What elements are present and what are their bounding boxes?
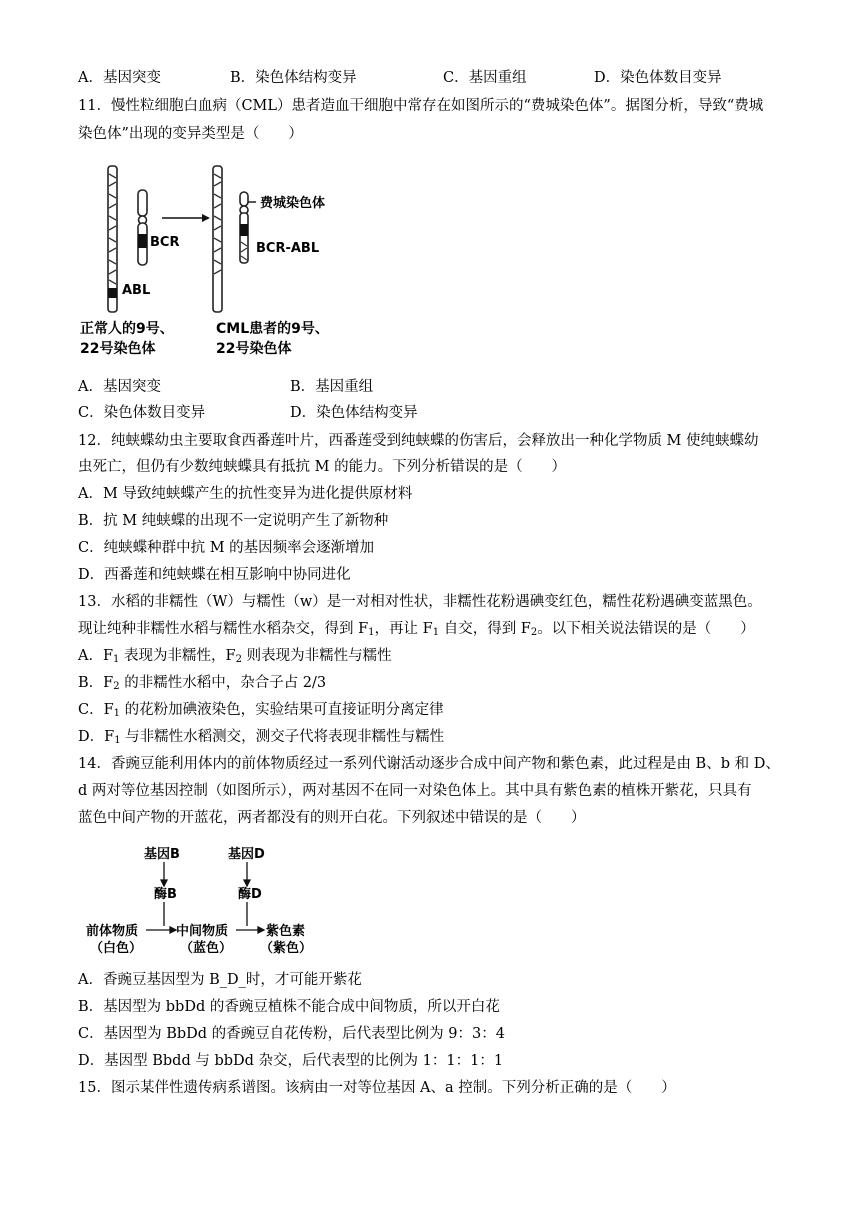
enzyme-b-label: 酶B bbox=[154, 887, 177, 902]
intermediate-color-label: （蓝色） bbox=[180, 941, 233, 956]
q11-option-c: C．染色体数目变异 bbox=[78, 405, 206, 421]
q12-option-b: B．抗 M 纯蛱蝶的出现不一定说明产生了新物种 bbox=[78, 513, 389, 529]
q13-option-a: A．$F_1$ 表现为非糯性，$F_2$ 则表现为非糯性与糯性 bbox=[78, 648, 392, 665]
cml-chromosome-9 bbox=[213, 166, 222, 312]
abl-label: ABL bbox=[122, 283, 151, 298]
caption-cml-line1: CML患者的9号、 bbox=[216, 321, 329, 337]
q10-option-b: B．染色体结构变异 bbox=[230, 70, 357, 86]
q14-option-a: A．香豌豆基因型为 B_D_时，才可能开紫花 bbox=[78, 972, 362, 988]
gene-d-label: 基因D bbox=[228, 847, 265, 862]
caption-normal-line1: 正常人的9号、 bbox=[80, 321, 174, 337]
normal-chromosome-22 bbox=[138, 190, 147, 265]
philadelphia-chromosome-figure bbox=[78, 160, 368, 365]
q12-option-c: C．纯蛱蝶种群中抗 M 的基因频率会逐渐增加 bbox=[78, 540, 375, 556]
pigment-color-label: （紫色） bbox=[260, 941, 313, 956]
philadelphia-chromosome bbox=[240, 192, 248, 263]
gene-b-label: 基因B bbox=[144, 847, 180, 862]
precursor-label: 前体物质 bbox=[86, 924, 139, 939]
q10-option-d: D．染色体数目变异 bbox=[594, 70, 722, 86]
q13-option-b: B．$F_2$ 的非糯性水稻中，杂合子占 2/3 bbox=[78, 675, 327, 692]
q14-stem-line2: d 两对等位基因控制（如图所示），两对基因不在同一对染色体上。其中具有紫色素的植株开紫花，只具有 bbox=[78, 783, 752, 799]
q12-stem-line1: 12．纯蛱蝶幼虫主要取食西番莲叶片，西番莲受到纯蛱蝶的伤害后，会释放出一种化学物质 M 使纯蛱蝶幼 bbox=[78, 433, 759, 449]
intermediate-label: 中间物质 bbox=[176, 924, 229, 939]
normal-chromosome-9 bbox=[108, 166, 117, 312]
q13-option-c: C．$F_1$ 的花粉加碘液染色，实验结果可直接证明分离定律 bbox=[78, 702, 444, 719]
caption-normal-line2: 22号染色体 bbox=[80, 341, 156, 357]
q14-option-c: C．基因型为 BbDd 的香豌豆自花传粉，后代表型比例为 9：3：4 bbox=[78, 1026, 505, 1042]
q11-option-b: B．基因重组 bbox=[290, 379, 374, 395]
q11-option-d: D．染色体结构变异 bbox=[290, 405, 418, 421]
q10-option-c: C．基因重组 bbox=[443, 70, 527, 86]
q12-option-a: A．M 导致纯蛱蝶产生的抗性变异为进化提供原材料 bbox=[78, 486, 413, 502]
q14-stem-line1: 14．香豌豆能利用体内的前体物质经过一系列代谢活动逐步合成中间产物和紫色素，此过程是由 B、b 和 D、 bbox=[78, 756, 780, 772]
pigment-label: 紫色素 bbox=[266, 924, 306, 939]
q13-option-d: D．$F_1$ 与非糯性水稻测交，测交子代将表现非糯性与糯性 bbox=[78, 729, 445, 746]
q11-stem-line1: 11．慢性粒细胞白血病（CML）患者造血干细胞中常存在如图所示的“费城染色体”。据图分析，导致“费城 bbox=[78, 98, 764, 114]
q10-option-a: A．基因突变 bbox=[78, 70, 161, 86]
q13-stem-line1: 13．水稻的非糯性（W）与糯性（w）是一对相对性状，非糯性花粉遇碘变红色，糯性花粉遇碘变蓝黑色。 bbox=[78, 594, 762, 610]
metabolic-pathway-figure bbox=[84, 840, 324, 962]
enzyme-d-label: 酶D bbox=[238, 887, 262, 902]
q12-option-d: D．西番莲和纯蛱蝶在相互影响中协同进化 bbox=[78, 567, 351, 583]
q14-option-b: B．基因型为 bbDd 的香豌豆植株不能合成中间物质，所以开白花 bbox=[78, 999, 500, 1015]
philadelphia-label: 费城染色体 bbox=[260, 196, 326, 211]
q12-stem-line2: 虫死亡，但仍有少数纯蛱蝶具有抵抗 M 的能力。下列分析错误的是（ ） bbox=[78, 459, 567, 475]
q15-stem-line1: 15．图示某伴性遗传病系谱图。该病由一对等位基因 A、a 控制。下列分析正确的是（ ） bbox=[78, 1080, 676, 1096]
q11-option-a: A．基因突变 bbox=[78, 379, 161, 395]
arrow-icon bbox=[162, 214, 210, 222]
bcr-label: BCR bbox=[150, 235, 180, 250]
caption-cml-line2: 22号染色体 bbox=[216, 341, 292, 357]
q13-stem-line2: 现让纯种非糯性水稻与糯性水稻杂交，得到 $F_1$，再让 $F_1$ 自交，得到 $F_2$。以下相关说法错误的是（ ） bbox=[78, 621, 755, 638]
q14-option-d: D．基因型 Bbdd 与 bbDd 杂交，后代表型的比例为 1：1：1：1 bbox=[78, 1053, 504, 1069]
q14-stem-line3: 蓝色中间产物的开蓝花，两者都没有的则开白花。下列叙述中错误的是（ ） bbox=[78, 810, 586, 826]
q11-stem-line2: 染色体”出现的变异类型是（ ） bbox=[78, 126, 303, 142]
precursor-color-label: （白色） bbox=[90, 941, 143, 956]
bcr-abl-label: BCR-ABL bbox=[256, 241, 320, 256]
